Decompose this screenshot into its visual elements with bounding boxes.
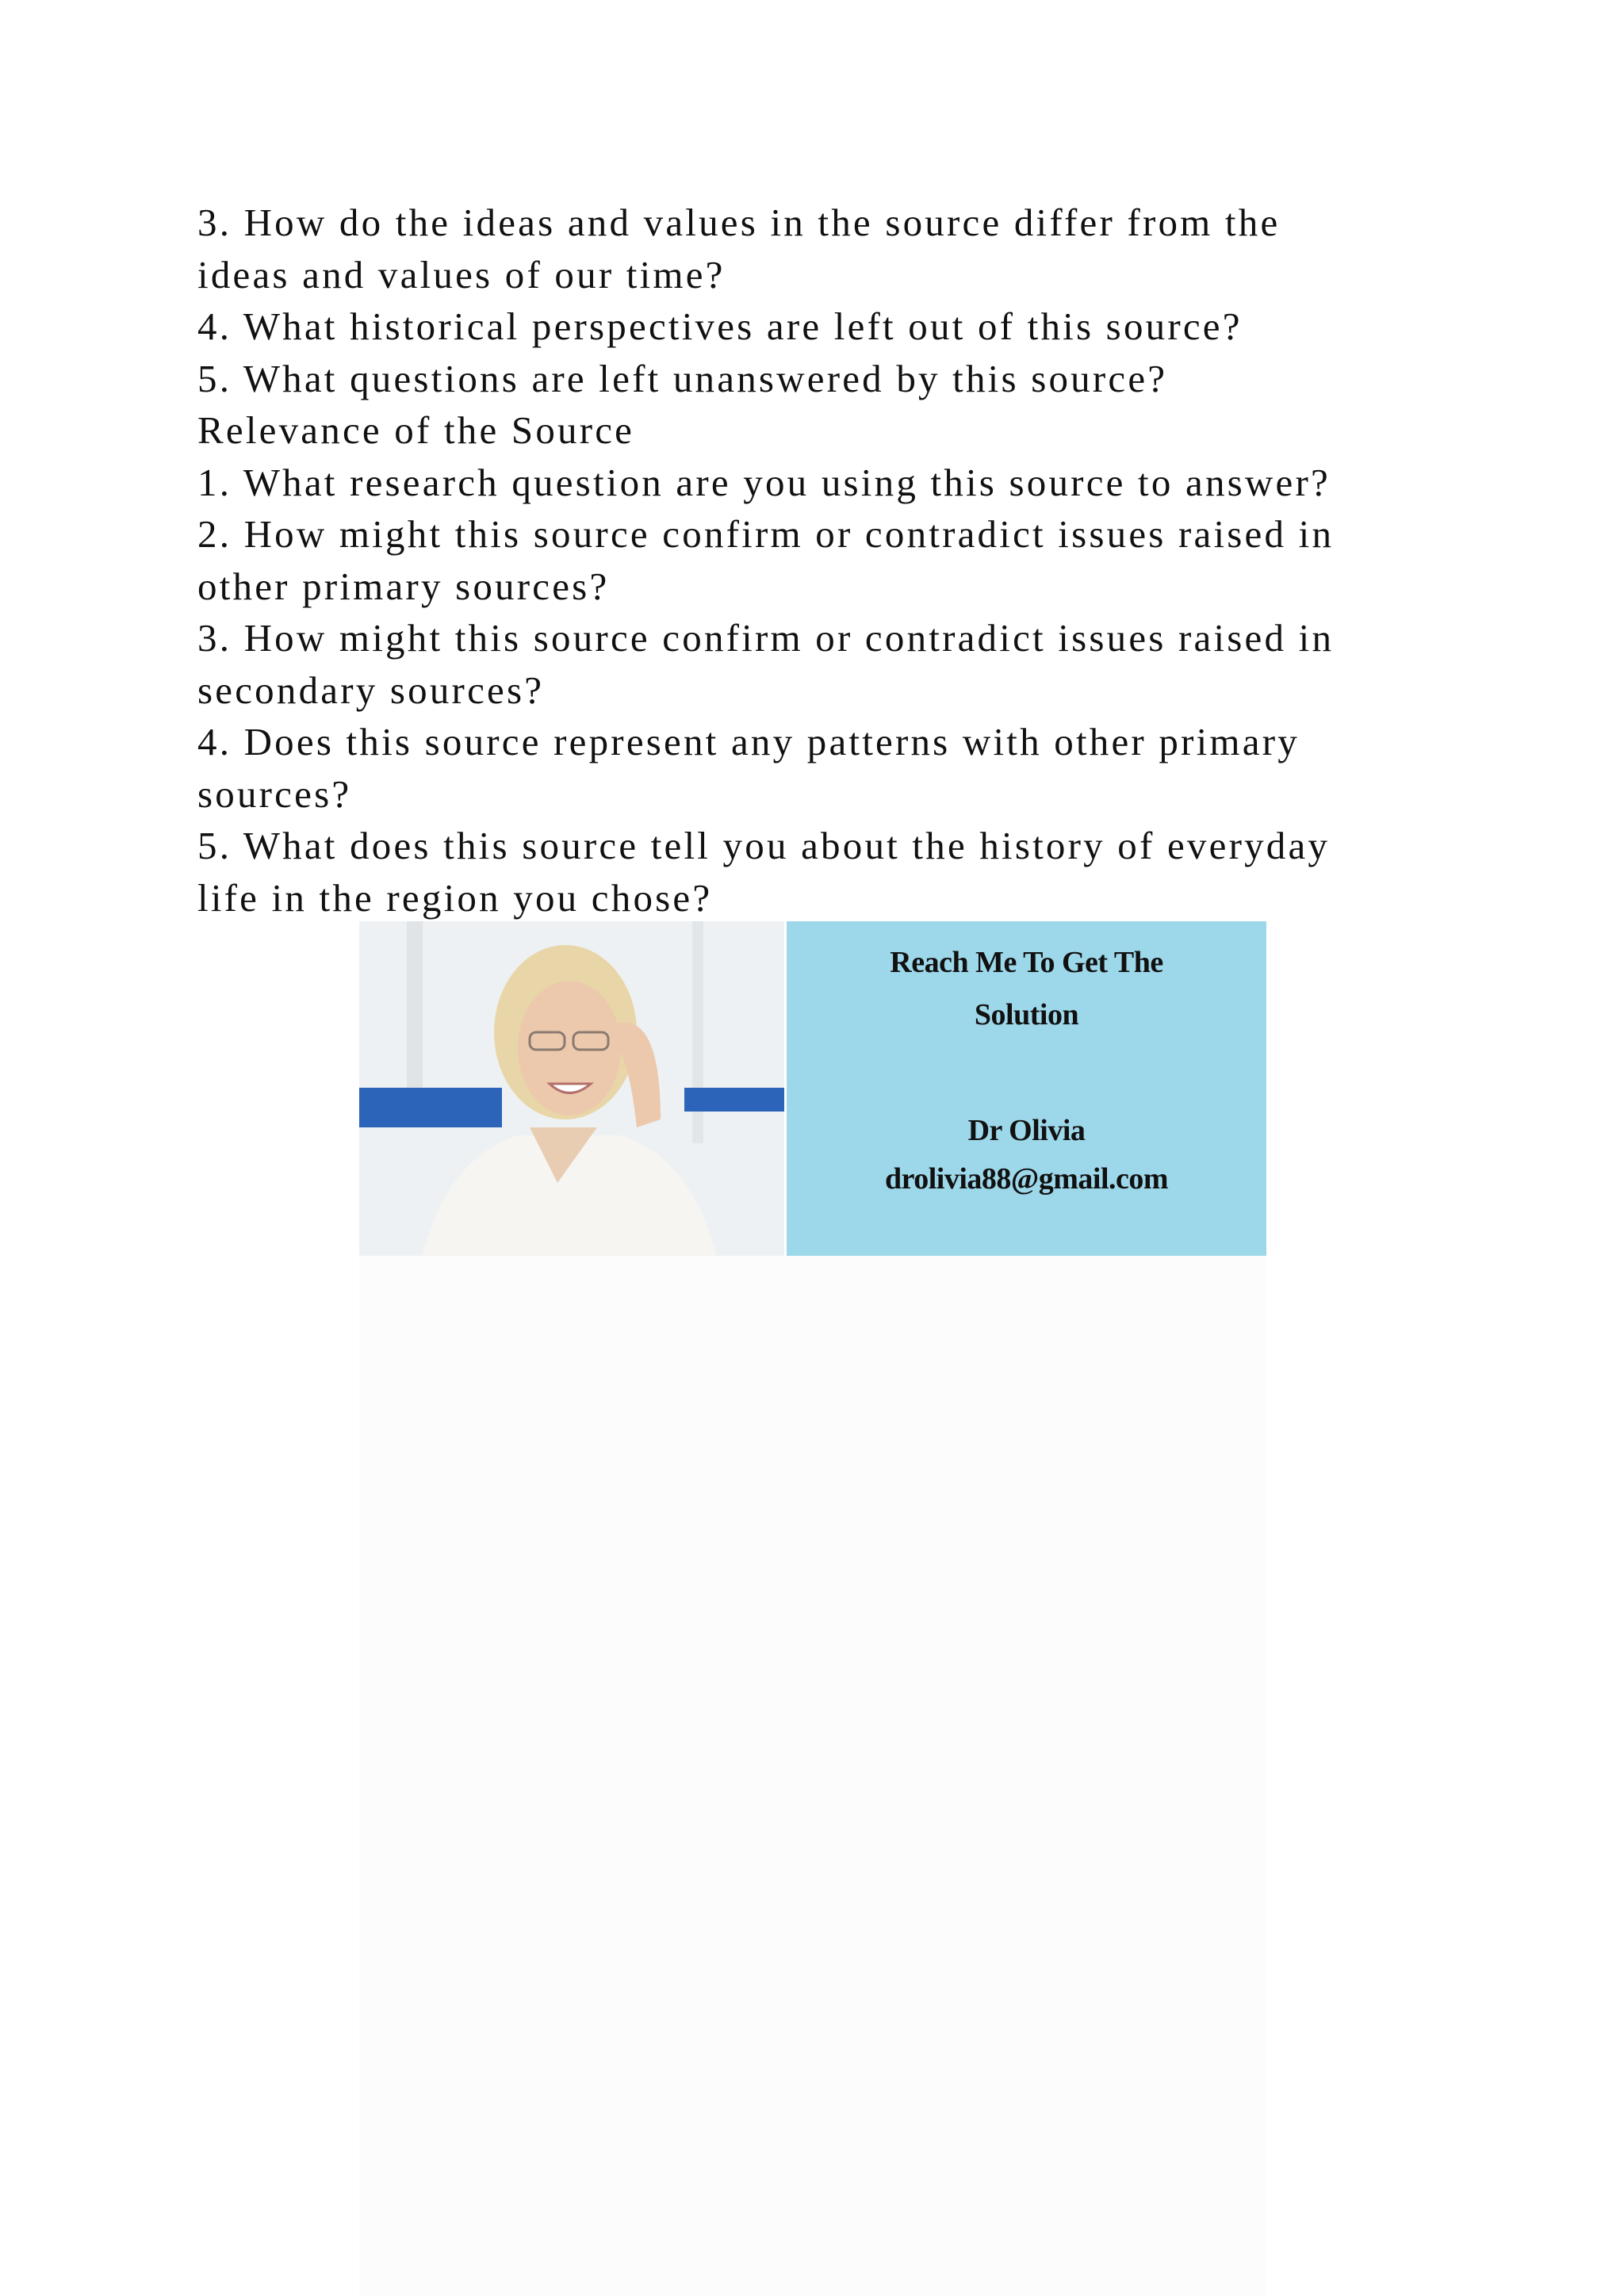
section-heading: Relevance of the Source <box>197 408 635 452</box>
contact-banner <box>359 921 1266 1256</box>
headline-line-2: Solution <box>974 998 1079 1031</box>
text-line: other primary sources? <box>197 564 610 608</box>
text-line: 1. What research question are you using this source to answer? <box>197 460 1331 504</box>
text-line: 3. How do the ideas and values in the source differ from the <box>197 201 1281 244</box>
text-line: 3. How might this source confirm or contradict issues raised in <box>197 616 1335 660</box>
blank-area <box>359 1256 1266 2296</box>
text-line: secondary sources? <box>197 668 545 712</box>
text-line: sources? <box>197 771 352 816</box>
contact-name: Dr Olivia <box>967 1114 1086 1147</box>
text-line: 4. Does this source represent any patterns with other primary <box>197 720 1300 763</box>
text-line: 2. How might this source confirm or contradict issues raised in <box>197 512 1335 556</box>
text-line: 5. What does this source tell you about the history of everyday <box>197 824 1331 867</box>
woman-photo <box>359 921 784 1256</box>
text-line: 4. What historical perspectives are left out of this source? <box>197 304 1243 348</box>
text-line: life in the region you chose? <box>197 875 713 920</box>
contact-email: drolivia88@gmail.com <box>884 1162 1169 1196</box>
document-text <box>197 197 1334 924</box>
text-line: 5. What questions are left unanswered by this source? <box>197 356 1168 400</box>
contact-box <box>787 921 1266 1256</box>
text-line: ideas and values of our time? <box>197 252 726 297</box>
headline-line-1: Reach Me To Get The <box>890 946 1163 979</box>
